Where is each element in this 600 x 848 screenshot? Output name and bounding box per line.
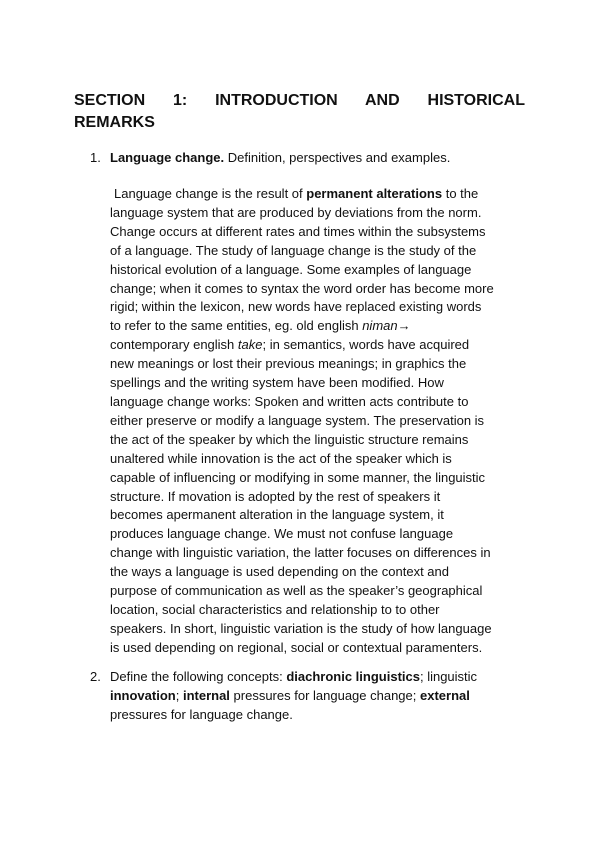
paragraph-line: change; when it comes to syntax the word order has become more: [110, 280, 494, 296]
paragraph-line: to refer to the same entities, eg. old english niman→: [110, 318, 411, 334]
paragraph-line: structure. If movation is adopted by the rest of speakers it: [110, 488, 441, 504]
paragraph-line: is used depending on regional, social or contextual paramenters.: [110, 639, 483, 655]
section-heading: [74, 90, 525, 134]
italic-niman: niman: [362, 318, 398, 334]
paragraph-line: language system that are produced by deviations from the norm.: [110, 204, 482, 220]
paragraph-line: new meanings or lost their previous meanings; in graphics the: [110, 356, 467, 372]
paragraph-line: unaltered while innovation is the act of the speaker which is: [110, 450, 452, 466]
body-paragraph: [110, 185, 522, 658]
paragraph-line: capable of influencing or modifying in some manner, the linguistic: [110, 469, 486, 485]
list-item-number: 2.: [90, 669, 101, 684]
italic-take: take: [237, 337, 263, 353]
paragraph-line: the act of the speaker by which the linguistic structure remains: [110, 431, 469, 447]
paragraph-line: of a language. The study of language change is the study of the: [110, 242, 477, 258]
section-heading-line-2: REMARKS: [74, 114, 155, 131]
paragraph-line: contemporary english take; in semantics, words have acquired: [110, 337, 470, 353]
term-diachronic-linguistics: diachronic linguistics: [286, 669, 420, 684]
paragraph-line: location, social characteristics and relationship to to other: [110, 601, 440, 617]
term-external: external: [420, 687, 470, 703]
list-item-1: [90, 149, 520, 168]
emphasis-permanent-alterations: permanent alterations: [306, 186, 443, 201]
paragraph-line: historical evolution of a language. Some examples of language: [110, 261, 472, 277]
paragraph-line: Change occurs at different rates and times within the subsystems: [110, 223, 486, 239]
paragraph-line: purpose of communication as well as the speaker’s geographical: [110, 583, 483, 599]
paragraph-line: Language change is the result of permanent alterations to the: [114, 186, 479, 201]
paragraph-line: change with linguistic variation, the latter focuses on differences in: [110, 545, 491, 561]
list-item-number: 1.: [90, 150, 101, 165]
list-item-2: 2. Define the following concepts: diachronic linguistics; linguistic innovation; internal pressures for language change; external pressures for language change.: [90, 669, 478, 722]
term-innovation: innovation: [110, 687, 176, 703]
term-internal: internal: [182, 687, 230, 703]
paragraph-line: rigid; within the lexicon, new words have replaced existing words: [110, 299, 482, 315]
paragraph-line: the ways a language is used depending on the context and: [110, 564, 449, 580]
paragraph-line: becomes apermanent alteration in the language system, it: [110, 507, 444, 523]
list-item-text: Definition, perspectives and examples.: [224, 150, 451, 165]
right-arrow-icon: →: [397, 318, 411, 334]
section-heading-line-1: SECTION 1: INTRODUCTION AND HISTORICAL: [74, 92, 525, 109]
list-item-title: Language change.: [110, 150, 225, 165]
paragraph-line: language change works: Spoken and written acts contribute to: [110, 393, 469, 409]
paragraph-line: either preserve or modify a language system. The preservation is: [110, 412, 485, 428]
paragraph-line: speakers. In short, linguistic variation is the study of how language: [110, 620, 492, 636]
paragraph-line: produces language change. We must not confuse language: [110, 526, 454, 542]
paragraph-line: spellings and the writing system have been modified. How: [110, 375, 444, 391]
